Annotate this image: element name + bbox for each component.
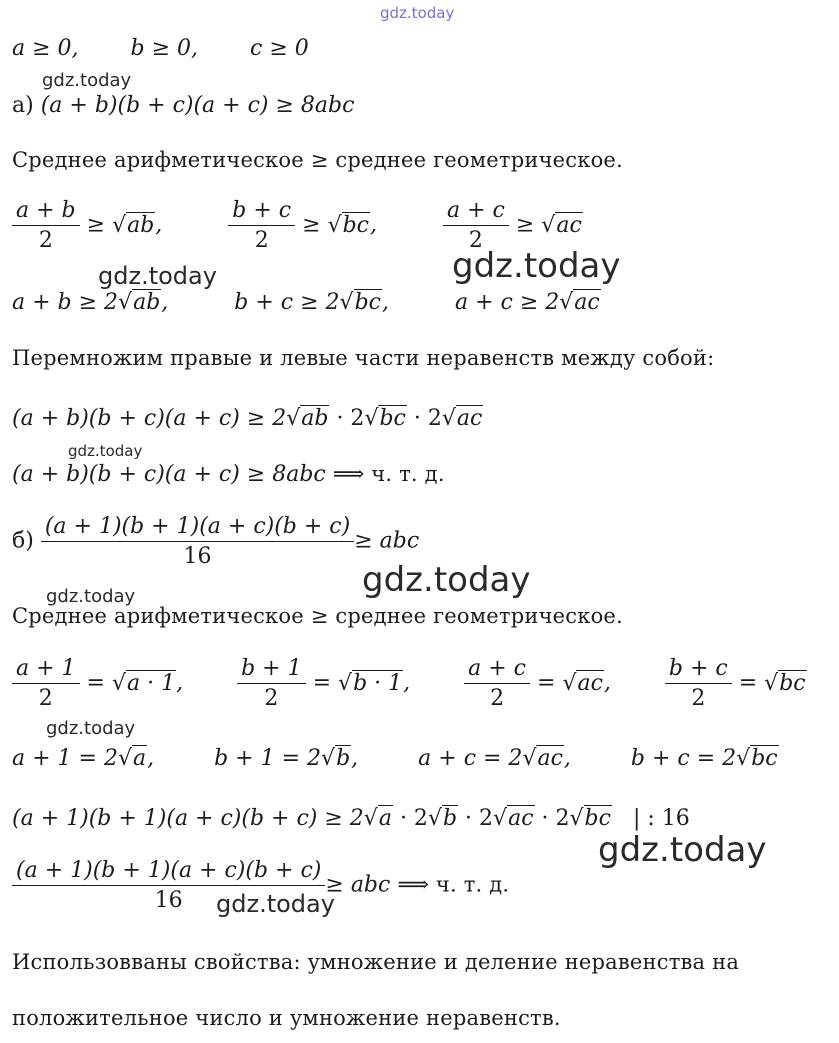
sqrt: √ac <box>562 670 603 696</box>
watermark: gdz.today <box>46 718 136 739</box>
part-b-label: б) <box>12 528 34 554</box>
fraction: $\frac{a + b}{2}$ <box>12 198 80 253</box>
fraction: $\frac{(a + 1)(b + 1)(a + c)(b + c)}{16}$ <box>41 514 354 569</box>
sqrt: √ac <box>522 746 563 771</box>
sqrt: √bc <box>327 212 369 238</box>
conditions-line <box>12 36 309 61</box>
part-b-results-row: a + 1 = 2√a, b + 1 = 2√b, a + c = 2√ac, b + c = 2√bc <box>12 746 778 771</box>
watermark: gdz.today <box>68 442 143 460</box>
fraction: $\frac{a + 1}{2}$ <box>12 656 80 711</box>
sqrt: √ac <box>493 806 534 831</box>
sqrt: √a <box>117 746 147 771</box>
footer-line-2: положительное число и умножение неравенств. <box>12 1006 561 1030</box>
sqrt: √ac <box>441 406 483 431</box>
part-b-conclusion: $\frac{(a + 1)(b + 1)(a + c)(b + c)}{16}$ ≥ abc ⟹ ч. т. д. <box>12 858 509 913</box>
sqrt: √ab <box>112 212 155 238</box>
part-a-results-row: a + b ≥ 2√ab, b + c ≥ 2√bc, a + c ≥ 2√ac <box>12 290 600 315</box>
part-b-product-line: (a + 1)(b + 1)(a + c)(b + c) ≥ 2√a · 2√b · 2√ac · 2√bc | : 16 <box>12 806 690 831</box>
fraction: $\frac{(a + 1)(b + 1)(a + c)(b + c)}{16}$ <box>12 858 325 913</box>
part-b-statement: б) $\frac{(a + 1)(b + 1)(a + c)(b + c)}{16}$ ≥ abc <box>12 514 420 569</box>
sqrt: √b · 1 <box>338 670 403 696</box>
divide-note: | : 16 <box>632 806 690 831</box>
watermark: gdz.today <box>452 246 621 286</box>
sqrt: √a <box>363 806 392 831</box>
sqrt: √bc <box>764 670 806 696</box>
sqrt: √b <box>321 746 351 771</box>
watermark: gdz.today <box>42 70 132 91</box>
part-a-conclusion: (a + b)(b + c)(a + c) ≥ 8abc ⟹ ч. т. д. <box>12 462 445 487</box>
part-a-am-gm-text: Среднее арифметическое ≥ среднее геометрическое. <box>12 148 623 172</box>
footer-line-1: Использовваны свойства: умножение и деление неравенства на <box>12 950 740 974</box>
part-a-statement <box>12 93 354 118</box>
watermark: gdz.today <box>598 830 767 870</box>
fraction: $\frac{b + 1}{2}$ <box>237 656 306 711</box>
sqrt: √b <box>427 806 458 831</box>
condition-a: a ≥ 0, <box>12 36 79 61</box>
sqrt: √bc <box>569 806 611 831</box>
sqrt: √bc <box>736 746 778 771</box>
part-b-am-gm-text: Среднее арифметическое ≥ среднее геометрическое. <box>12 604 623 628</box>
sqrt: √bc <box>364 406 406 431</box>
condition-b: b ≥ 0, <box>130 36 199 61</box>
watermark: gdz.today <box>216 890 335 918</box>
fraction: $\frac{b + c}{2}$ <box>665 656 732 711</box>
part-a-am-gm-row: $\frac{a + b}{2}$ ≥ √ab, $\frac{b + c}{2}$ ≥ √bc, $\frac{a + c}{2}$ ≥ √ac <box>12 198 583 253</box>
sqrt: √ac <box>559 290 600 315</box>
part-a-multiply-text: Перемножим правые и левые части неравенств между собой: <box>12 346 715 370</box>
fraction: $\frac{b + c}{2}$ <box>228 198 295 253</box>
part-a-product-line: (a + b)(b + c)(a + c) ≥ 2√ab · 2√bc · 2√ac <box>12 406 483 431</box>
sqrt: √ab <box>118 290 161 315</box>
sqrt: √a · 1 <box>111 670 176 696</box>
watermark: gdz.today <box>362 560 531 600</box>
sqrt: √bc <box>339 290 381 315</box>
condition-c: c ≥ 0 <box>250 36 309 61</box>
watermark-top: gdz.today <box>380 4 455 22</box>
sqrt: √ab <box>286 406 329 431</box>
fraction: $\frac{a + c}{2}$ <box>464 656 530 711</box>
part-b-am-gm-row: $\frac{a + 1}{2}$ = √a · 1, $\frac{b + 1}{2}$ = √b · 1, $\frac{a + c}{2}$ = √ac, $\frac{b + c}{2}$ = √bc <box>12 656 807 711</box>
part-a-inequality: (a + b)(b + c)(a + c) ≥ 8abc <box>40 93 355 118</box>
sqrt: √ac <box>541 212 582 238</box>
fraction: $\frac{a + c}{2}$ <box>443 198 509 253</box>
watermark: gdz.today <box>46 586 136 607</box>
watermark: gdz.today <box>98 262 217 290</box>
part-a-label: а) <box>12 93 34 118</box>
